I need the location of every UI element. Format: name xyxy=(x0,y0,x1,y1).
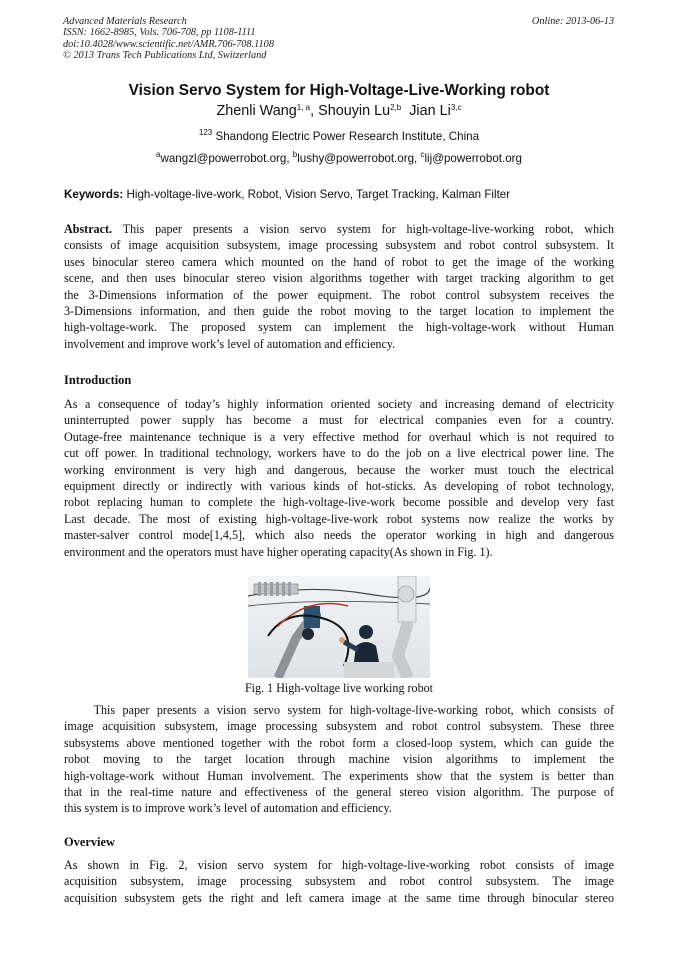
paragraph-line: equipment directly or indirectly with various kinds of hot-sticks. As developing of robot technology, xyxy=(64,479,614,494)
overview-heading: Overview xyxy=(64,835,115,849)
paragraph-line: cut off power. In traditional technology, workers have to do the job on a live electrical power line. The xyxy=(64,446,614,461)
paragraph-line: high-voltage-work without Human involvement. The experiments show that the system is better than xyxy=(64,768,614,783)
abstract-line: high-voltage-work. The proposed system can implement the high-voltage-work without Human xyxy=(64,320,614,335)
journal-issn: ISSN: 1662-8985, Vols. 706-708, pp 1108-1111 xyxy=(63,27,256,39)
paragraph-line: acquisition subsystem gets the right and left camera image at the same time through binocular stereo xyxy=(64,890,614,905)
paragraph-line: that in the real-time nature and effectiveness of the general stereo vision algorithm. The purpose of xyxy=(64,785,614,800)
email-sup: b xyxy=(292,150,298,159)
paragraph-line: Last decade. The most of existing high-voltage-live-work robot systems now realize the works by xyxy=(64,511,614,526)
author-name: Zhenli Wang xyxy=(216,103,297,119)
online-date: Online: 2013-06-13 xyxy=(531,16,614,27)
paragraph-line: robot moving to the target location through machine vision algorithms to implement the xyxy=(64,752,614,767)
email-sup: a xyxy=(156,150,161,159)
body-paragraph xyxy=(64,702,614,817)
abstract-line: Abstract. This paper presents a vision servo system for high-voltage-live-working robot, which xyxy=(64,222,614,236)
overview-body xyxy=(64,857,614,906)
author-name: Jian Li xyxy=(409,103,451,119)
paragraph-line: master-salver control mode[1,4,5], which also needs the operator working in high and dangerous xyxy=(64,528,614,543)
email-address: lij@powerrobot.org xyxy=(424,152,522,165)
figure-caption: Fig. 1 High-voltage live working robot xyxy=(244,681,434,695)
author-name: Shouyin Lu xyxy=(318,103,391,119)
abstract-line: involvement and improve work’s level of automation and efficiency. xyxy=(64,336,396,351)
paragraph-line: As a consequence of today’s highly information oriented society and increasing demand of electricity xyxy=(64,397,614,411)
abstract-line: the 3-Dimensions information of the power equipment. The robot control subsystem receives the xyxy=(64,287,614,302)
abstract-line: uses binocular stereo camera which mounted on the hand of robot to get the image of the working xyxy=(64,254,614,269)
email-address: wangzl@powerrobot.org, xyxy=(160,152,293,165)
email-list xyxy=(0,152,678,165)
paragraph-line: this system is to improve work’s level of automation and efficiency. xyxy=(64,801,392,816)
paragraph-line: This paper presents a vision servo system for high-voltage-live-working robot, which consists of xyxy=(64,703,614,717)
paragraph-line: acquisition subsystem, image processing subsystem and robot control subsystem. The image xyxy=(64,874,614,889)
journal-doi: doi:10.4028/www.scientific.net/AMR.706-708.1108 xyxy=(63,38,274,50)
paragraph-line: environment and the operators must have higher operating capacity(As shown in Fig. 1). xyxy=(64,544,493,559)
abstract-line: consists of image acquisition subsystem, image processing subsystem and robot control subsystem. It xyxy=(64,238,614,253)
paper-title: Vision Servo System for High-Voltage-Live-Working robot xyxy=(128,82,550,99)
abstract-line: scene, and then uses binocular stereo vision algorithms together with target tracking algorithm to get xyxy=(64,271,614,286)
author-affil-sup: 1, a xyxy=(296,103,311,112)
journal-copyright: © 2013 Trans Tech Publications Ltd, Switzerland xyxy=(63,50,267,62)
journal-header xyxy=(63,16,614,62)
email-address: lushy@powerrobot.org, xyxy=(297,152,421,165)
paragraph-line: uninterrupted power supply has become a must for electrical companies even for a country. xyxy=(64,413,614,428)
keywords xyxy=(64,188,624,201)
abstract-label: Abstract. xyxy=(64,222,113,236)
robot-photo-image xyxy=(248,576,430,678)
author-list xyxy=(0,103,678,119)
abstract-line: 3-Dimensions information, and then guide the robot moving to the target location to implement the xyxy=(64,304,614,319)
keywords-text: High-voltage-live-work, Robot, Vision Servo, Target Tracking, Kalman Filter xyxy=(123,188,511,201)
figure-robot-photo xyxy=(248,576,430,678)
paragraph-line: Outage-free maintenance technique is a very effective method for overhaul which is not required to xyxy=(64,429,614,444)
keywords-label: Keywords: xyxy=(64,188,124,201)
author-separator: , xyxy=(310,103,319,119)
abstract xyxy=(64,221,614,352)
affiliation xyxy=(0,130,678,143)
author-affil-sup: 3,c xyxy=(450,103,462,112)
paragraph-line: image acquisition subsystem, image processing subsystem and robot control subsystem. These three xyxy=(64,719,614,734)
affiliation-sup: 123 xyxy=(198,128,213,137)
paragraph-line: subsystems above mentioned together with the robot form a closed-loop system, which can guide the xyxy=(64,735,614,750)
affiliation-text: Shandong Electric Power Research Institute, China xyxy=(212,130,480,143)
paragraph-line: working environment is very high and dangerous, because the worker must touch the electrical xyxy=(64,462,614,477)
paragraph-line: robot replacing human to complete the high-voltage-live-work become possible and develop very fast xyxy=(64,495,614,510)
journal-name: Advanced Materials Research xyxy=(63,16,187,27)
paragraph-line: As shown in Fig. 2, vision servo system for high-voltage-live-working robot consists of image xyxy=(64,858,614,872)
author-affil-sup: 2,b xyxy=(390,103,402,112)
email-sup: c xyxy=(420,150,425,159)
introduction-heading: Introduction xyxy=(64,373,132,387)
introduction-body xyxy=(64,396,614,560)
